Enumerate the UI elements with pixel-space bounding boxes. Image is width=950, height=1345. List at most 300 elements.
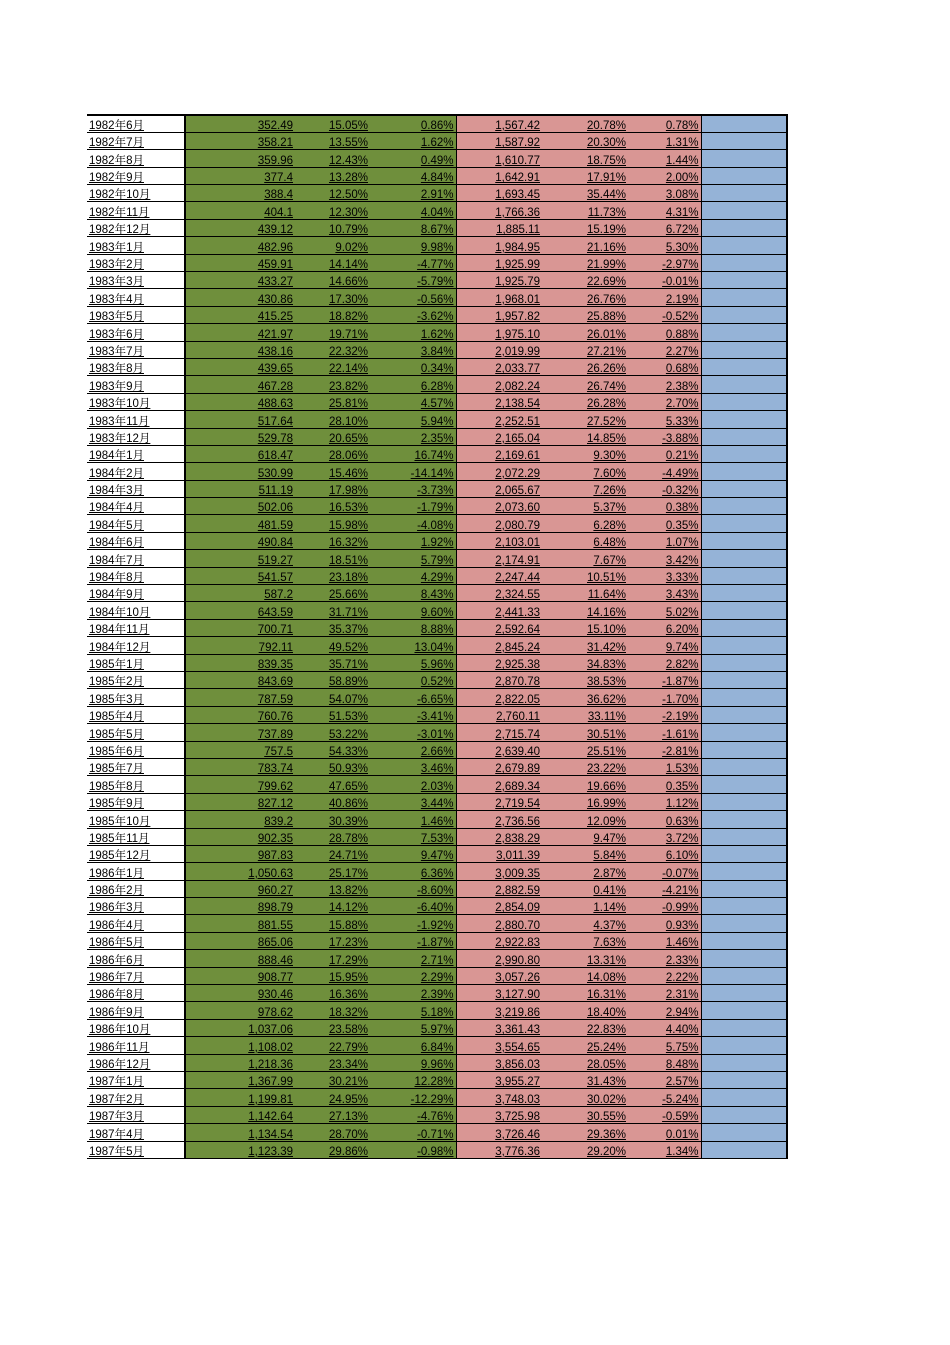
pink-value-cell: 3,361.43 bbox=[456, 1019, 542, 1036]
pink-value-cell: 2,679.89 bbox=[456, 758, 542, 775]
pink-value-cell: 2,715.74 bbox=[456, 724, 542, 741]
pink-yoy-cell: 6.48% bbox=[542, 532, 628, 549]
pink-yoy-cell: 23.22% bbox=[542, 758, 628, 775]
pink-mom-cell: -0.52% bbox=[628, 306, 701, 323]
pink-value-cell: 2,138.54 bbox=[456, 393, 542, 410]
pink-yoy-cell: 20.78% bbox=[542, 115, 628, 132]
green-yoy-cell: 13.55% bbox=[295, 132, 370, 149]
pink-value-cell: 2,838.29 bbox=[456, 828, 542, 845]
month-cell: 1985年2月 bbox=[87, 672, 185, 689]
green-value-cell: 908.77 bbox=[185, 967, 295, 984]
green-mom-cell: 6.84% bbox=[370, 1037, 456, 1054]
month-cell: 1985年12月 bbox=[87, 845, 185, 862]
green-value-cell: 490.84 bbox=[185, 532, 295, 549]
green-mom-cell: -3.73% bbox=[370, 480, 456, 497]
pink-value-cell: 2,822.05 bbox=[456, 689, 542, 706]
month-cell: 1985年3月 bbox=[87, 689, 185, 706]
pink-yoy-cell: 28.05% bbox=[542, 1054, 628, 1071]
pink-value-cell: 2,252.51 bbox=[456, 411, 542, 428]
pink-mom-cell: 2.94% bbox=[628, 1002, 701, 1019]
blue-empty-cell bbox=[701, 967, 787, 984]
month-cell: 1984年8月 bbox=[87, 567, 185, 584]
green-mom-cell: 3.46% bbox=[370, 758, 456, 775]
pink-yoy-cell: 34.83% bbox=[542, 654, 628, 671]
month-cell: 1984年5月 bbox=[87, 515, 185, 532]
blue-empty-cell bbox=[701, 306, 787, 323]
pink-value-cell: 3,856.03 bbox=[456, 1054, 542, 1071]
blue-empty-cell bbox=[701, 428, 787, 445]
green-yoy-cell: 14.12% bbox=[295, 898, 370, 915]
green-mom-cell: 2.29% bbox=[370, 967, 456, 984]
green-mom-cell: 4.57% bbox=[370, 393, 456, 410]
green-value-cell: 1,050.63 bbox=[185, 863, 295, 880]
pink-yoy-cell: 18.75% bbox=[542, 150, 628, 167]
green-yoy-cell: 14.14% bbox=[295, 254, 370, 271]
green-yoy-cell: 17.30% bbox=[295, 289, 370, 306]
green-yoy-cell: 58.89% bbox=[295, 672, 370, 689]
pink-mom-cell: 5.33% bbox=[628, 411, 701, 428]
month-cell: 1986年7月 bbox=[87, 967, 185, 984]
green-yoy-cell: 13.82% bbox=[295, 880, 370, 897]
pink-value-cell: 2,882.59 bbox=[456, 880, 542, 897]
blue-empty-cell bbox=[701, 706, 787, 723]
blue-empty-cell bbox=[701, 898, 787, 915]
green-yoy-cell: 31.71% bbox=[295, 602, 370, 619]
table-row bbox=[87, 724, 787, 741]
table-row bbox=[87, 1054, 787, 1071]
green-value-cell: 1,108.02 bbox=[185, 1037, 295, 1054]
table-row bbox=[87, 950, 787, 967]
pink-yoy-cell: 2.87% bbox=[542, 863, 628, 880]
green-value-cell: 643.59 bbox=[185, 602, 295, 619]
green-mom-cell: -14.14% bbox=[370, 463, 456, 480]
pink-mom-cell: 9.74% bbox=[628, 637, 701, 654]
green-value-cell: 843.69 bbox=[185, 672, 295, 689]
table-row bbox=[87, 585, 787, 602]
month-cell: 1984年3月 bbox=[87, 480, 185, 497]
pink-yoy-cell: 19.66% bbox=[542, 776, 628, 793]
green-yoy-cell: 17.29% bbox=[295, 950, 370, 967]
pink-yoy-cell: 30.51% bbox=[542, 724, 628, 741]
green-yoy-cell: 53.22% bbox=[295, 724, 370, 741]
pink-value-cell: 2,719.54 bbox=[456, 793, 542, 810]
table-row bbox=[87, 915, 787, 932]
pink-mom-cell: 2.27% bbox=[628, 341, 701, 358]
month-cell: 1984年11月 bbox=[87, 619, 185, 636]
month-cell: 1984年2月 bbox=[87, 463, 185, 480]
green-mom-cell: 4.84% bbox=[370, 167, 456, 184]
table-row bbox=[87, 1002, 787, 1019]
blue-empty-cell bbox=[701, 619, 787, 636]
pink-value-cell: 2,592.64 bbox=[456, 619, 542, 636]
pink-yoy-cell: 20.30% bbox=[542, 132, 628, 149]
table-row bbox=[87, 237, 787, 254]
green-yoy-cell: 15.95% bbox=[295, 967, 370, 984]
table-row bbox=[87, 498, 787, 515]
pink-value-cell: 2,082.24 bbox=[456, 376, 542, 393]
pink-yoy-cell: 29.20% bbox=[542, 1141, 628, 1158]
green-value-cell: 902.35 bbox=[185, 828, 295, 845]
pink-yoy-cell: 35.44% bbox=[542, 185, 628, 202]
blue-empty-cell bbox=[701, 1019, 787, 1036]
green-value-cell: 839.2 bbox=[185, 811, 295, 828]
pink-value-cell: 1,587.92 bbox=[456, 132, 542, 149]
green-value-cell: 404.1 bbox=[185, 202, 295, 219]
green-yoy-cell: 25.81% bbox=[295, 393, 370, 410]
pink-mom-cell: 6.20% bbox=[628, 619, 701, 636]
table-row bbox=[87, 358, 787, 375]
green-value-cell: 827.12 bbox=[185, 793, 295, 810]
green-mom-cell: -1.79% bbox=[370, 498, 456, 515]
month-cell: 1985年9月 bbox=[87, 793, 185, 810]
month-cell: 1986年4月 bbox=[87, 915, 185, 932]
table-row bbox=[87, 463, 787, 480]
table-row bbox=[87, 1019, 787, 1036]
pink-mom-cell: -5.24% bbox=[628, 1089, 701, 1106]
table-row bbox=[87, 706, 787, 723]
pink-mom-cell: 2.00% bbox=[628, 167, 701, 184]
green-yoy-cell: 54.33% bbox=[295, 741, 370, 758]
green-value-cell: 888.46 bbox=[185, 950, 295, 967]
spreadsheet-body bbox=[87, 115, 787, 1158]
pink-yoy-cell: 25.24% bbox=[542, 1037, 628, 1054]
month-cell: 1982年11月 bbox=[87, 202, 185, 219]
blue-empty-cell bbox=[701, 672, 787, 689]
blue-empty-cell bbox=[701, 498, 787, 515]
month-cell: 1983年5月 bbox=[87, 306, 185, 323]
month-cell: 1982年7月 bbox=[87, 132, 185, 149]
green-value-cell: 517.64 bbox=[185, 411, 295, 428]
blue-empty-cell bbox=[701, 272, 787, 289]
month-cell: 1983年3月 bbox=[87, 272, 185, 289]
pink-yoy-cell: 31.42% bbox=[542, 637, 628, 654]
pink-yoy-cell: 16.99% bbox=[542, 793, 628, 810]
month-cell: 1986年3月 bbox=[87, 898, 185, 915]
green-yoy-cell: 16.32% bbox=[295, 532, 370, 549]
pink-mom-cell: 2.38% bbox=[628, 376, 701, 393]
pink-yoy-cell: 26.28% bbox=[542, 393, 628, 410]
green-value-cell: 839.35 bbox=[185, 654, 295, 671]
pink-mom-cell: -4.49% bbox=[628, 463, 701, 480]
month-cell: 1985年10月 bbox=[87, 811, 185, 828]
green-mom-cell: -8.60% bbox=[370, 880, 456, 897]
pink-yoy-cell: 14.16% bbox=[542, 602, 628, 619]
green-value-cell: 519.27 bbox=[185, 550, 295, 567]
table-row bbox=[87, 324, 787, 341]
green-mom-cell: 2.91% bbox=[370, 185, 456, 202]
month-cell: 1983年4月 bbox=[87, 289, 185, 306]
month-cell: 1982年6月 bbox=[87, 115, 185, 132]
green-mom-cell: -3.01% bbox=[370, 724, 456, 741]
green-yoy-cell: 28.70% bbox=[295, 1124, 370, 1141]
pink-mom-cell: 2.33% bbox=[628, 950, 701, 967]
month-cell: 1985年5月 bbox=[87, 724, 185, 741]
green-value-cell: 358.21 bbox=[185, 132, 295, 149]
pink-yoy-cell: 7.67% bbox=[542, 550, 628, 567]
green-mom-cell: 8.88% bbox=[370, 619, 456, 636]
green-mom-cell: 0.34% bbox=[370, 358, 456, 375]
pink-yoy-cell: 17.91% bbox=[542, 167, 628, 184]
pink-value-cell: 1,885.11 bbox=[456, 219, 542, 236]
green-mom-cell: -1.87% bbox=[370, 932, 456, 949]
blue-empty-cell bbox=[701, 341, 787, 358]
green-mom-cell: 0.86% bbox=[370, 115, 456, 132]
pink-mom-cell: 4.31% bbox=[628, 202, 701, 219]
green-mom-cell: 1.46% bbox=[370, 811, 456, 828]
green-yoy-cell: 15.98% bbox=[295, 515, 370, 532]
pink-yoy-cell: 26.74% bbox=[542, 376, 628, 393]
table-row bbox=[87, 880, 787, 897]
pink-value-cell: 1,957.82 bbox=[456, 306, 542, 323]
pink-value-cell: 1,984.95 bbox=[456, 237, 542, 254]
month-cell: 1982年9月 bbox=[87, 167, 185, 184]
green-value-cell: 359.96 bbox=[185, 150, 295, 167]
blue-empty-cell bbox=[701, 324, 787, 341]
green-yoy-cell: 47.65% bbox=[295, 776, 370, 793]
pink-yoy-cell: 15.19% bbox=[542, 219, 628, 236]
blue-empty-cell bbox=[701, 932, 787, 949]
green-yoy-cell: 30.21% bbox=[295, 1071, 370, 1088]
table-row bbox=[87, 480, 787, 497]
table-row bbox=[87, 828, 787, 845]
pink-yoy-cell: 26.76% bbox=[542, 289, 628, 306]
pink-value-cell: 2,169.61 bbox=[456, 445, 542, 462]
pink-mom-cell: 2.70% bbox=[628, 393, 701, 410]
table-row bbox=[87, 758, 787, 775]
pink-mom-cell: 0.78% bbox=[628, 115, 701, 132]
blue-empty-cell bbox=[701, 115, 787, 132]
blue-empty-cell bbox=[701, 776, 787, 793]
green-mom-cell: 1.62% bbox=[370, 324, 456, 341]
pink-value-cell: 2,854.09 bbox=[456, 898, 542, 915]
blue-empty-cell bbox=[701, 550, 787, 567]
green-yoy-cell: 10.79% bbox=[295, 219, 370, 236]
pink-mom-cell: 3.42% bbox=[628, 550, 701, 567]
pink-value-cell: 2,845.24 bbox=[456, 637, 542, 654]
blue-empty-cell bbox=[701, 1141, 787, 1158]
green-yoy-cell: 24.95% bbox=[295, 1089, 370, 1106]
table-row bbox=[87, 985, 787, 1002]
pink-yoy-cell: 30.55% bbox=[542, 1106, 628, 1123]
green-value-cell: 930.46 bbox=[185, 985, 295, 1002]
green-value-cell: 388.4 bbox=[185, 185, 295, 202]
pink-yoy-cell: 7.60% bbox=[542, 463, 628, 480]
green-value-cell: 467.28 bbox=[185, 376, 295, 393]
green-yoy-cell: 27.13% bbox=[295, 1106, 370, 1123]
green-mom-cell: 6.36% bbox=[370, 863, 456, 880]
month-cell: 1982年10月 bbox=[87, 185, 185, 202]
pink-value-cell: 2,922.83 bbox=[456, 932, 542, 949]
pink-value-cell: 2,639.40 bbox=[456, 741, 542, 758]
green-mom-cell: -3.41% bbox=[370, 706, 456, 723]
spreadsheet-table bbox=[87, 114, 788, 1159]
pink-yoy-cell: 15.10% bbox=[542, 619, 628, 636]
pink-mom-cell: 6.10% bbox=[628, 845, 701, 862]
month-cell: 1986年1月 bbox=[87, 863, 185, 880]
table-row bbox=[87, 654, 787, 671]
green-yoy-cell: 18.32% bbox=[295, 1002, 370, 1019]
table-row bbox=[87, 741, 787, 758]
blue-empty-cell bbox=[701, 376, 787, 393]
table-row bbox=[87, 845, 787, 862]
pink-mom-cell: 0.63% bbox=[628, 811, 701, 828]
blue-empty-cell bbox=[701, 445, 787, 462]
table-row bbox=[87, 898, 787, 915]
blue-empty-cell bbox=[701, 1037, 787, 1054]
pink-mom-cell: -2.19% bbox=[628, 706, 701, 723]
pink-mom-cell: 4.40% bbox=[628, 1019, 701, 1036]
table-row bbox=[87, 602, 787, 619]
green-mom-cell: 12.28% bbox=[370, 1071, 456, 1088]
table-row bbox=[87, 132, 787, 149]
pink-value-cell: 2,689.34 bbox=[456, 776, 542, 793]
blue-empty-cell bbox=[701, 185, 787, 202]
green-yoy-cell: 15.88% bbox=[295, 915, 370, 932]
green-value-cell: 541.57 bbox=[185, 567, 295, 584]
pink-yoy-cell: 18.40% bbox=[542, 1002, 628, 1019]
green-value-cell: 618.47 bbox=[185, 445, 295, 462]
month-cell: 1984年6月 bbox=[87, 532, 185, 549]
pink-mom-cell: -1.70% bbox=[628, 689, 701, 706]
pink-value-cell: 3,011.39 bbox=[456, 845, 542, 862]
table-row bbox=[87, 445, 787, 462]
green-mom-cell: 1.92% bbox=[370, 532, 456, 549]
month-cell: 1983年2月 bbox=[87, 254, 185, 271]
blue-empty-cell bbox=[701, 515, 787, 532]
pink-yoy-cell: 11.73% bbox=[542, 202, 628, 219]
blue-empty-cell bbox=[701, 358, 787, 375]
green-value-cell: 898.79 bbox=[185, 898, 295, 915]
green-value-cell: 530.99 bbox=[185, 463, 295, 480]
green-value-cell: 587.2 bbox=[185, 585, 295, 602]
pink-value-cell: 3,955.27 bbox=[456, 1071, 542, 1088]
green-value-cell: 737.89 bbox=[185, 724, 295, 741]
blue-empty-cell bbox=[701, 132, 787, 149]
green-value-cell: 881.55 bbox=[185, 915, 295, 932]
table-row bbox=[87, 341, 787, 358]
green-yoy-cell: 15.46% bbox=[295, 463, 370, 480]
month-cell: 1985年11月 bbox=[87, 828, 185, 845]
blue-empty-cell bbox=[701, 1106, 787, 1123]
green-yoy-cell: 14.66% bbox=[295, 272, 370, 289]
green-mom-cell: 8.43% bbox=[370, 585, 456, 602]
table-row bbox=[87, 619, 787, 636]
pink-yoy-cell: 7.26% bbox=[542, 480, 628, 497]
pink-mom-cell: 2.22% bbox=[628, 967, 701, 984]
pink-yoy-cell: 27.52% bbox=[542, 411, 628, 428]
pink-yoy-cell: 16.31% bbox=[542, 985, 628, 1002]
pink-value-cell: 2,165.04 bbox=[456, 428, 542, 445]
green-yoy-cell: 50.93% bbox=[295, 758, 370, 775]
table-row bbox=[87, 115, 787, 132]
pink-mom-cell: 3.08% bbox=[628, 185, 701, 202]
green-yoy-cell: 18.51% bbox=[295, 550, 370, 567]
green-yoy-cell: 35.71% bbox=[295, 654, 370, 671]
pink-value-cell: 2,247.44 bbox=[456, 567, 542, 584]
blue-empty-cell bbox=[701, 532, 787, 549]
pink-value-cell: 1,925.79 bbox=[456, 272, 542, 289]
table-row bbox=[87, 1124, 787, 1141]
green-value-cell: 488.63 bbox=[185, 393, 295, 410]
green-value-cell: 1,218.36 bbox=[185, 1054, 295, 1071]
pink-yoy-cell: 14.08% bbox=[542, 967, 628, 984]
blue-empty-cell bbox=[701, 411, 787, 428]
pink-mom-cell: -2.97% bbox=[628, 254, 701, 271]
green-mom-cell: 8.67% bbox=[370, 219, 456, 236]
green-yoy-cell: 12.43% bbox=[295, 150, 370, 167]
green-mom-cell: 2.39% bbox=[370, 985, 456, 1002]
pink-value-cell: 2,174.91 bbox=[456, 550, 542, 567]
blue-empty-cell bbox=[701, 845, 787, 862]
pink-mom-cell: 1.53% bbox=[628, 758, 701, 775]
green-yoy-cell: 12.50% bbox=[295, 185, 370, 202]
table-row bbox=[87, 289, 787, 306]
green-mom-cell: 2.03% bbox=[370, 776, 456, 793]
month-cell: 1983年11月 bbox=[87, 411, 185, 428]
blue-empty-cell bbox=[701, 654, 787, 671]
pink-mom-cell: -0.59% bbox=[628, 1106, 701, 1123]
green-yoy-cell: 28.10% bbox=[295, 411, 370, 428]
pink-yoy-cell: 26.26% bbox=[542, 358, 628, 375]
table-row bbox=[87, 150, 787, 167]
blue-empty-cell bbox=[701, 1071, 787, 1088]
green-value-cell: 421.97 bbox=[185, 324, 295, 341]
green-mom-cell: -4.77% bbox=[370, 254, 456, 271]
green-mom-cell: 0.52% bbox=[370, 672, 456, 689]
pink-yoy-cell: 14.85% bbox=[542, 428, 628, 445]
month-cell: 1986年12月 bbox=[87, 1054, 185, 1071]
green-yoy-cell: 51.53% bbox=[295, 706, 370, 723]
pink-mom-cell: -0.07% bbox=[628, 863, 701, 880]
pink-yoy-cell: 38.53% bbox=[542, 672, 628, 689]
month-cell: 1983年9月 bbox=[87, 376, 185, 393]
pink-value-cell: 3,726.46 bbox=[456, 1124, 542, 1141]
month-cell: 1987年3月 bbox=[87, 1106, 185, 1123]
pink-value-cell: 1,766.36 bbox=[456, 202, 542, 219]
pink-mom-cell: 6.72% bbox=[628, 219, 701, 236]
pink-mom-cell: 3.72% bbox=[628, 828, 701, 845]
green-yoy-cell: 20.65% bbox=[295, 428, 370, 445]
pink-value-cell: 3,554.65 bbox=[456, 1037, 542, 1054]
green-value-cell: 865.06 bbox=[185, 932, 295, 949]
pink-yoy-cell: 25.88% bbox=[542, 306, 628, 323]
pink-yoy-cell: 29.36% bbox=[542, 1124, 628, 1141]
green-yoy-cell: 12.30% bbox=[295, 202, 370, 219]
table-row bbox=[87, 967, 787, 984]
pink-mom-cell: 8.48% bbox=[628, 1054, 701, 1071]
pink-value-cell: 2,072.29 bbox=[456, 463, 542, 480]
month-cell: 1985年6月 bbox=[87, 741, 185, 758]
table-row bbox=[87, 393, 787, 410]
green-value-cell: 529.78 bbox=[185, 428, 295, 445]
pink-yoy-cell: 26.01% bbox=[542, 324, 628, 341]
green-mom-cell: -3.62% bbox=[370, 306, 456, 323]
month-cell: 1985年7月 bbox=[87, 758, 185, 775]
blue-empty-cell bbox=[701, 237, 787, 254]
green-value-cell: 987.83 bbox=[185, 845, 295, 862]
blue-empty-cell bbox=[701, 793, 787, 810]
green-value-cell: 1,123.39 bbox=[185, 1141, 295, 1158]
pink-yoy-cell: 22.83% bbox=[542, 1019, 628, 1036]
blue-empty-cell bbox=[701, 915, 787, 932]
pink-value-cell: 3,725.98 bbox=[456, 1106, 542, 1123]
green-value-cell: 787.59 bbox=[185, 689, 295, 706]
table-row bbox=[87, 567, 787, 584]
green-value-cell: 482.96 bbox=[185, 237, 295, 254]
blue-empty-cell bbox=[701, 567, 787, 584]
green-mom-cell: 5.79% bbox=[370, 550, 456, 567]
green-mom-cell: 3.44% bbox=[370, 793, 456, 810]
